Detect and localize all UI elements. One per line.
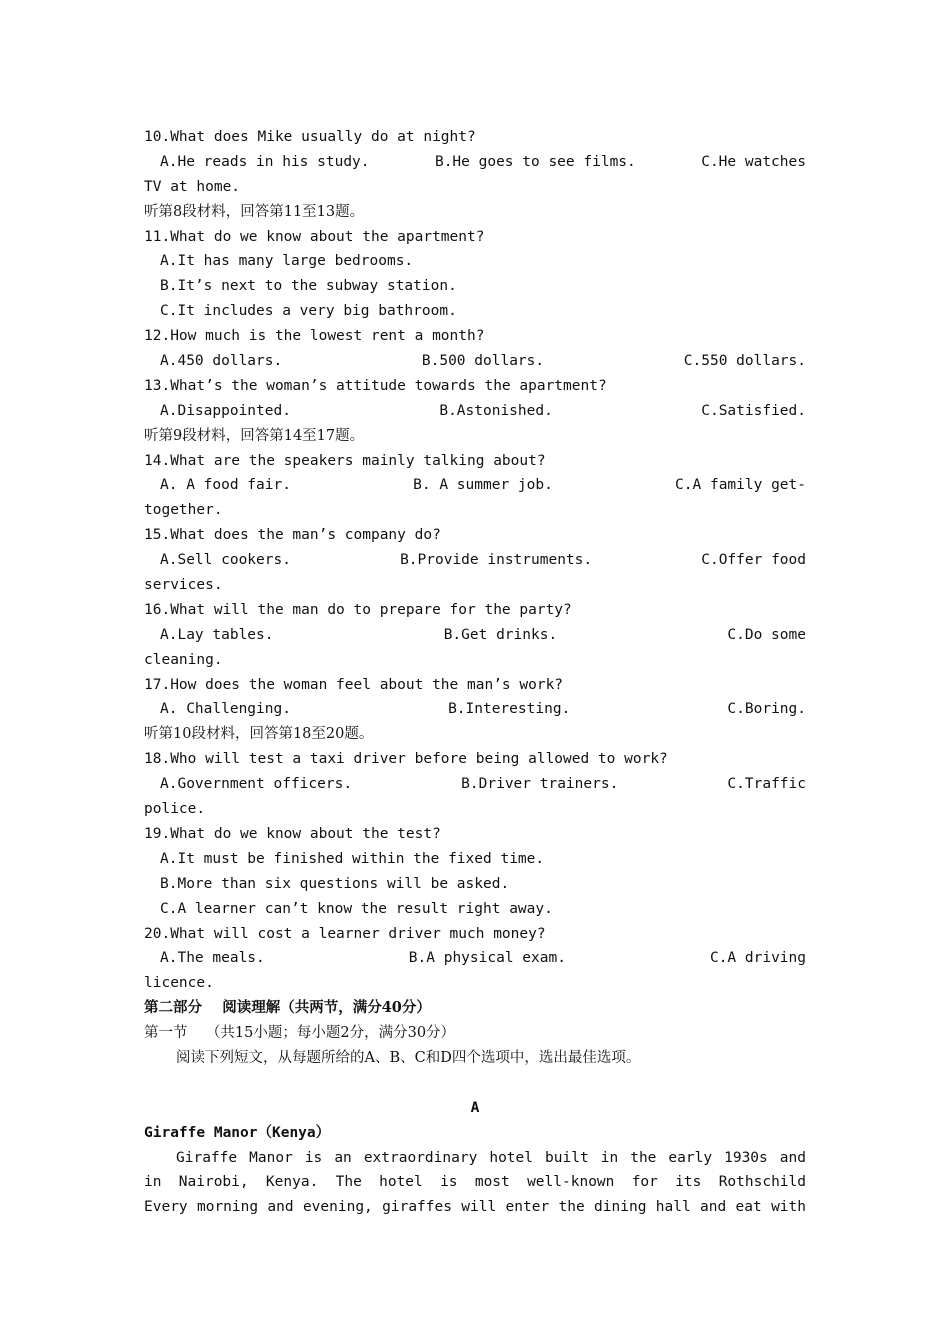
passage-text: Every morning and evening, giraffes will enter the dining hall and eat with (144, 1199, 806, 1216)
option-c: C.550 dollars. (683, 353, 806, 370)
option-wrap: licence. (144, 975, 214, 992)
option-c: C.Offer food (701, 552, 806, 569)
option-row (144, 697, 806, 722)
option-a: A.Lay tables. (160, 626, 274, 643)
option-b: B.He goes to see films. (434, 153, 636, 170)
option-b: B.It’s next to the subway station. (160, 278, 457, 295)
option-a: A.It must be finished within the fixed time. (160, 850, 545, 867)
option-c: C.A learner can’t know the result right away. (160, 900, 553, 917)
option-row (144, 349, 806, 374)
option-c: C.He watches (701, 153, 806, 170)
section-heading: 听第8段材料，回答第11至13题。 (144, 203, 365, 220)
question-stem: 11.What do we know about the apartment? (144, 228, 485, 245)
option-c: C.Traffic (727, 776, 806, 793)
spacer (144, 1071, 806, 1096)
option-c: C.Satisfied. (701, 402, 806, 419)
question-stem: 14.What are the speakers mainly talking about? (144, 452, 546, 469)
option-b: B.500 dollars. (421, 353, 545, 370)
option-row (144, 473, 806, 498)
option-b: B.Driver trainers. (461, 776, 619, 793)
question-stem: 12.How much is the lowest rent a month? (144, 328, 485, 345)
passage-line (144, 1195, 806, 1220)
option-wrap: TV at home. (144, 178, 241, 195)
option-c: C.Boring. (727, 701, 806, 718)
option-row (144, 150, 806, 175)
option-b: B.Astonished. (439, 402, 553, 419)
passage-text: Giraffe Manor is an extraordinary hotel built in the early 1930s and (176, 1149, 806, 1166)
question-stem: 17.How does the woman feel about the man’s work? (144, 676, 564, 693)
option-row (144, 946, 806, 971)
option-a: A.Government officers. (160, 776, 353, 793)
option-a: A.It has many large bedrooms. (160, 253, 414, 270)
passage-title: Giraffe Manor（Kenya） (144, 1124, 331, 1141)
passage-line (144, 1146, 806, 1171)
option-b: B.Get drinks. (443, 626, 558, 643)
option-row (144, 548, 806, 573)
option-c: C.It includes a very big bathroom. (160, 303, 457, 320)
section-heading: 第一节 （共15小题；每小题2分，满分30分） (144, 1025, 456, 1042)
option-wrap: cleaning. (144, 651, 223, 668)
option-a: A.He reads in his study. (160, 153, 370, 170)
document-page (144, 125, 806, 1220)
option-a: A.450 dollars. (160, 353, 283, 370)
option-b: B. A summer job. (413, 477, 553, 494)
option-wrap: police. (144, 801, 206, 818)
option-a: A. A food fair. (160, 477, 291, 494)
question-stem: 10.What does Mike usually do at night? (144, 129, 476, 145)
option-b: B.Provide instruments. (400, 552, 593, 569)
section-heading: 听第9段材料，回答第14至17题。 (144, 427, 365, 444)
part-heading: 第二部分 阅读理解（共两节，满分40分） (144, 999, 431, 1017)
option-wrap: together. (144, 502, 223, 519)
instruction-text: 阅读下列短文，从每题所给的A、B、C和D四个选项中，选出最佳选项。 (176, 1049, 641, 1066)
option-row (144, 399, 806, 424)
passage-text: in Nairobi, Kenya. The hotel is most well-known for its Rothschild (144, 1174, 806, 1191)
question-stem: 19.What do we know about the test? (144, 825, 441, 842)
option-wrap: services. (144, 577, 223, 594)
option-c: C.A family get- (675, 477, 806, 494)
option-a: A.Sell cookers. (160, 552, 291, 569)
option-b: B.More than six questions will be asked. (160, 875, 510, 892)
passage-line (144, 1170, 806, 1195)
option-a: A. Challenging. (160, 701, 291, 718)
option-a: A.Disappointed. (160, 402, 291, 419)
option-b: B.Interesting. (448, 701, 571, 718)
question-stem: 15.What does the man’s company do? (144, 527, 441, 544)
option-a: A.The meals. (160, 950, 265, 967)
option-c: C.Do some (727, 626, 806, 643)
option-row (144, 623, 806, 648)
passage-letter: A (470, 1099, 480, 1116)
option-c: C.A driving (709, 950, 806, 967)
question-stem: 20.What will cost a learner driver much money? (144, 925, 546, 942)
question-stem: 13.What’s the woman’s attitude towards the apartment? (144, 377, 607, 394)
question-stem: 18.Who will test a taxi driver before being allowed to work? (144, 751, 668, 768)
question-stem: 16.What will the man do to prepare for the party? (144, 601, 572, 618)
section-heading: 听第10段材料，回答第18至20题。 (144, 726, 374, 743)
option-b: B.A physical exam. (408, 950, 566, 967)
option-row (144, 772, 806, 797)
